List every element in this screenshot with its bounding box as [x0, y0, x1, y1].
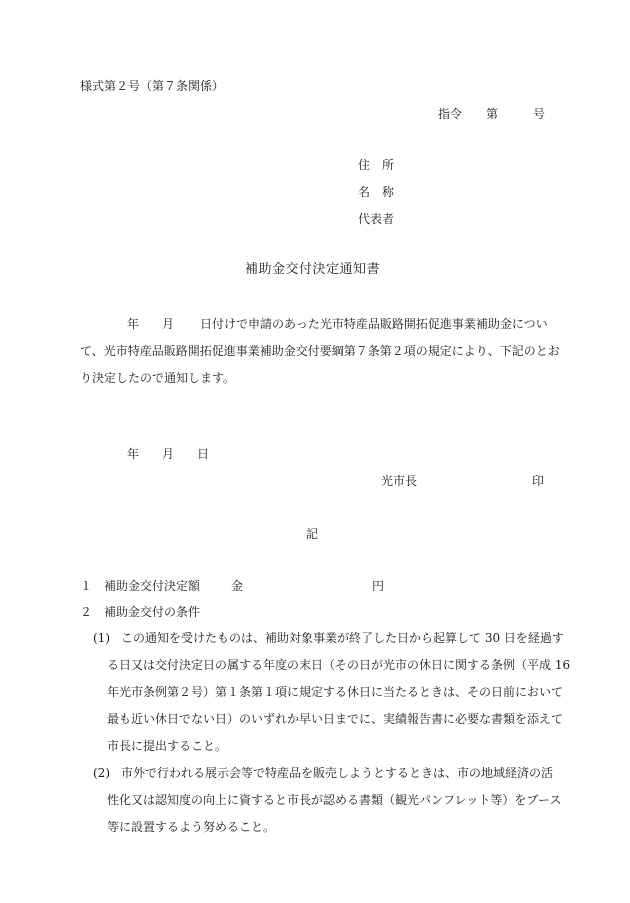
condition-1-line-2: る日又は交付決定日の属する年度の末日（その日が光市の休日に関する条例（平成 16: [107, 658, 571, 672]
condition-1-line-1: この通知を受けたものは、補助対象事業が終了した日から起算して 30 日を経過す: [121, 631, 564, 645]
date-day: 日: [197, 447, 210, 461]
ref-go: 号: [533, 107, 546, 121]
item1-en: 円: [372, 579, 385, 593]
date-year: 年: [127, 447, 140, 461]
date-month: 月: [162, 447, 175, 461]
item1-label: 補助金交付決定額: [104, 579, 201, 593]
condition-2-line-2: 性化又は認知度の向上に資すると市長が認める書類（観光パンフレット等）をブース: [107, 793, 562, 807]
addressee-representative: 代表者: [358, 212, 395, 226]
item1-kin: 金: [231, 579, 244, 593]
ki-heading: 記: [306, 527, 319, 541]
body-line-2: て、光市特産品販路開拓促進事業補助金交付要綱第７条第２項の規定により、下記のとお: [80, 344, 560, 358]
body-month: 月: [162, 317, 175, 331]
addressee-address: 住 所: [358, 158, 395, 172]
body-line-3: り決定したので通知します。: [80, 371, 236, 385]
condition-1-line-5: 市長に提出すること。: [107, 739, 228, 753]
body-line-1: 日付けで申請のあった光市特産品販路開拓促進事業補助金につい: [200, 317, 548, 331]
condition-2-line-1: 市外で行われる展示会等で特産品を販売しようとするときは、市の地域経済の活: [121, 766, 554, 780]
ref-dai: 第: [486, 107, 499, 121]
item2-label: 補助金交付の条件: [104, 605, 201, 619]
issuer-name: 光市長: [381, 474, 418, 488]
body-year: 年: [127, 317, 140, 331]
condition-1-number: (1): [93, 631, 110, 645]
condition-1-line-4: 最も近い休日でない日）のいずれか早い日までに、実績報告書に必要な書類を添えて: [107, 712, 564, 726]
document-title: 補助金交付決定通知書: [245, 262, 381, 277]
item2-number: ２: [80, 605, 93, 619]
ref-prefix: 指令: [438, 107, 463, 121]
addressee-name: 名 称: [358, 185, 395, 199]
condition-1-line-3: 年光市条例第２号）第１条第１項に規定する休日に当たるときは、その日前において: [107, 685, 564, 699]
seal-mark: 印: [532, 474, 545, 488]
item1-number: １: [80, 579, 93, 593]
form-number: 様式第２号（第７条関係）: [80, 79, 225, 93]
condition-2-line-3: 等に設置するよう努めること。: [107, 820, 276, 834]
condition-2-number: (2): [93, 766, 110, 780]
